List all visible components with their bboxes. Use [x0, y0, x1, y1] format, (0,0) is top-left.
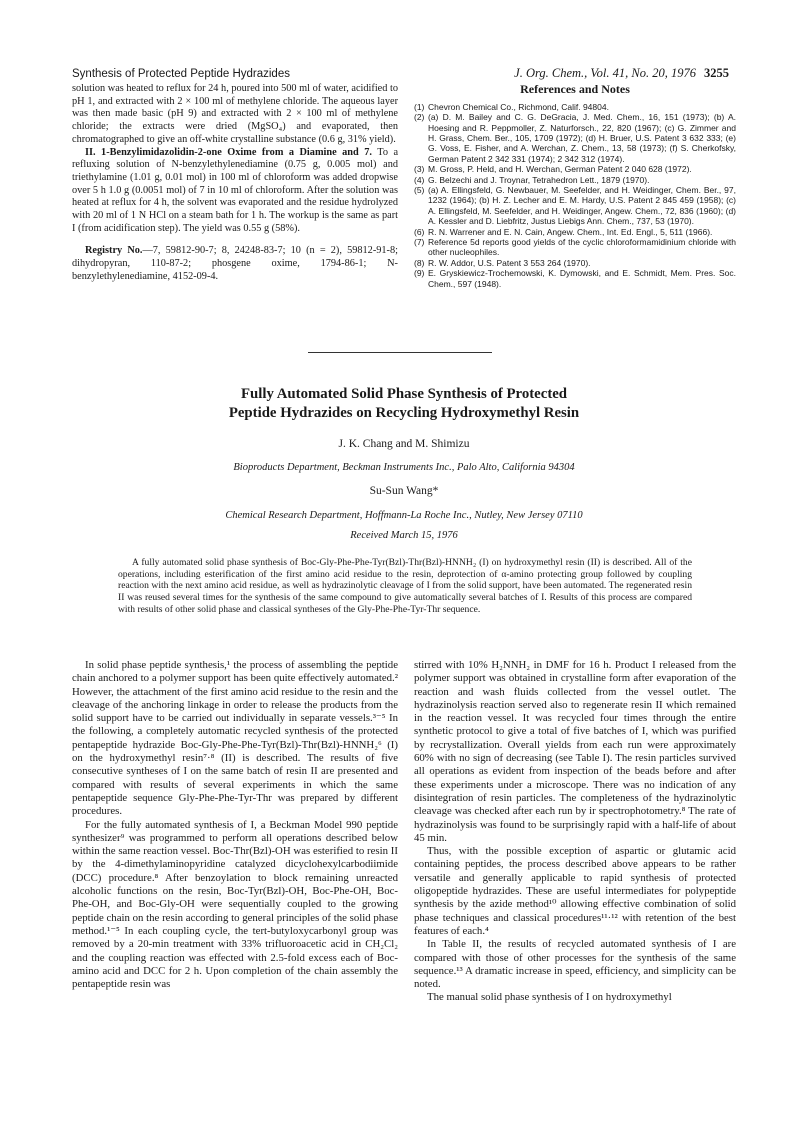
corresponding-author: Su-Sun Wang* — [369, 485, 439, 497]
reference-number: (1) — [414, 101, 425, 112]
experimental-paragraph: solution was heated to reflux for 24 h, poured into 500 ml of water, acidified to pH 1, and extracted with 2 × 100 ml of methylene chloride. The aqueous layer was then made basic (pH 9) and extracted with 2 × 100 ml of methylene chloride; the extracts were dried (MgSO₄) and evaporated, then chromatographed to give an off-white crystalline substance (0.6 g, 31% yield). — [72, 83, 398, 145]
reference-item — [414, 268, 736, 289]
reference-text: E. Gryskiewicz-Trochemowski, K. Dymowski, and E. Schmidt, Mem. Pres. Soc. Chem., 597 (1948). — [428, 268, 736, 289]
body-paragraph: In solid phase peptide synthesis,¹ the process of assembling the peptide chain anchored to a polymer support has been quite effectively automated.² However, the attachment of the first amino acid residue to the resin and the cleavage of the anchoring linkage in order to release the products from the solid support have to be carried out individually in separate vessels.³⁻⁵ In the following, a completely automatic recycled synthesis of the protected pentapeptide hydrazide Boc-Gly-Phe-Phe-Tyr(Bzl)-Thr(Bzl)-HNNH₂⁶ (I) on the hydroxymethyl resin⁷·⁸ (II) is described. The results of five consecutive syntheses of I on the same batch of resin II are presented and compared with results of several experiments in which the same pentapeptide sequence Gly-Phe-Phe-Tyr-Thr was prepared by different procedures. — [72, 659, 398, 818]
registry-text: —7, 59812-90-7; 8, 24248-83-7; 10 (n = 2), 59812-91-8; dihydropyran, 110-87-2; phosgene oxime, 1794-86-1; N-benzylethylenediamine, 4152-09-4. — [72, 245, 398, 282]
title-line: Fully Automated Solid Phase Synthesis of Protected — [240, 386, 568, 402]
reference-number: (3) — [414, 164, 425, 175]
reference-item — [414, 185, 736, 227]
body-paragraph: The manual solid phase synthesis of I on hydroxymethyl — [427, 991, 672, 1004]
body-paragraph: In Table II, the results of recycled automated synthesis of I are compared with those of other processes for the synthesis of the same sequence.¹³ A dramatic increase in speed, efficiency, and simplicity can be noted. — [414, 938, 736, 991]
body-left-column — [72, 659, 398, 991]
registry-label: Registry No. — [85, 245, 143, 257]
reference-text: Reference 5d reports good yields of the cyclic chloroformamidinium chloride with other nucleophiles. — [428, 236, 736, 258]
reference-item — [414, 102, 736, 112]
reference-item — [414, 227, 736, 237]
body-paragraph: stirred with 10% H₂NNH₂ in DMF for 16 h. Product I released from the polymer support was obtained in crystalline form after evaporation of the reaction and wash fluids collected from the vessel outlet. The hydrazinolysis reaction served also to regenerate resin II which remained in the reaction vessel. It was recycled four times through the entire synthetic protocol to give a total of five batches of I, which was purified by recrystallization. Overall yields from each run were approximately 60% with no sign of decreasing (see Table I). The resin particles survived all operations as evident from inspection of the beads before and after these experiments under a microscope. There was no indication of any disintegration of resin particles. The completeness of the hydrazinolytic cleavage was checked after each run by ir spectrophotometry.⁸ The rate of hydrazinolysis was found to be surprisingly rapid with a half-life of about 45 min. — [414, 659, 736, 844]
reference-text: (a) A. Ellingsfeld, G. Newbauer, M. Seefelder, and H. Weidinger, Chem. Ber., 97, 1232 (1964); (b) H. Z. Lecher and E. M. Hardy, U.S. Patent 2 845 459 (1958); (c) A. Ellingsfeld, M. Seefelder, and H. Weidinger, Angew. Chem., 72, 836 (1960); (d) A. Kessler and D. Liebfritz, Justus Liebigs Ann. Chem., 737, 53 (1970). — [428, 184, 736, 227]
body-right-column — [414, 659, 736, 1005]
reference-number: (8) — [414, 257, 425, 268]
running-title: Synthesis of Protected Peptide Hydrazides — [72, 68, 290, 80]
experimental-paragraph: To a refluxing solution of N-benzylethylenediamine (0.75 g, 0.005 mol) and triethylamine (1.01 g, 0.01 mol) in 100 ml of chloroform was added dropwise over 5 h 1.0 g (0.0051 mol) of 7 in 10 ml of chloroform. After the solution was heated at reflux for 4 h, the solvent was evaporated and the residue hydrolyzed with 20 ml of 1 N HCl on a steam bath for 1 h. The workup is the same as part I (from acidification step). The yield was 0.55 g (58%). — [72, 146, 399, 234]
registry-numbers — [72, 245, 398, 283]
references-list — [414, 102, 736, 289]
authors: J. K. Chang and M. Shimizu — [338, 438, 470, 450]
body-paragraph: Thus, with the possible exception of aspartic or glutamic acid containing peptides, the process described above appears to be rather versatile and generally applicable to rapid synthesis of protected oligopeptide hydrazides. These are useful intermediates for polypeptide synthesis by the azide method¹⁰ allowing effective combination of solid phase techniques and classical procedures¹¹·¹² with retention of the best features of each.⁴ — [414, 845, 736, 937]
reference-text: R. N. Warrener and E. N. Cain, Angew. Chem., Int. Ed. Engl., 5, 511 (1966). — [428, 226, 713, 237]
affiliation: Bioproducts Department, Beckman Instruments Inc., Palo Alto, California 94304 — [233, 462, 575, 473]
reference-number: (7) — [414, 236, 425, 247]
section-heading: II. 1-Benzylimidazolidin-2-one Oxime from a Diamine and 7. — [85, 146, 372, 158]
reference-number: (6) — [414, 226, 425, 237]
reference-item — [414, 164, 736, 174]
reference-item — [414, 112, 736, 164]
references-title: References and Notes — [520, 82, 630, 96]
received-date: Received March 15, 1976 — [350, 530, 458, 541]
reference-text: G. Belzechi and J. Troynar, Tetrahedron Lett., 1879 (1970). — [428, 174, 650, 185]
experimental-section — [72, 147, 398, 236]
body-paragraph: For the fully automated synthesis of I, a Beckman Model 990 peptide synthesizer⁹ was programmed to perform all operations described below within the same reaction vessel. Boc-Thr(Bzl)-OH was esterified to resin II by the 4-dimethylaminopyridine catalyzed dicyclohexylcarbodiimide (DCC) procedure.⁸ After benzoylation to block remaining unreacted alcoholic functions on the resin, Boc-Tyr(Bzl)-OH, Boc-Phe-OH, Boc-Phe-OH, and Boc-Gly-OH were sequentially coupled to the growing peptide chain on the resin according to general principles of the solid phase method.¹⁻⁵ In each coupling cycle, the tert-butyloxycarbonyl group was removed by a 20-min treatment with 33% trifluoroacetic acid in CH₂Cl₂ and the coupling reaction was effected with 2.5-fold excess each of Boc-amino acid and DCC for 2 h. Upon completion of the chain assembly the pentapeptide resin was — [72, 818, 398, 991]
journal-citation — [514, 66, 729, 81]
reference-text: Chevron Chemical Co., Richmond, Calif. 94804. — [428, 101, 609, 112]
reference-number: (5) — [414, 184, 425, 195]
reference-number: (2) — [414, 112, 425, 123]
title-line: Peptide Hydrazides on Recycling Hydroxymethyl Resin — [228, 405, 580, 421]
reference-text: M. Gross, P. Held, and H. Werchan, German Patent 2 040 628 (1972). — [428, 164, 692, 175]
journal-name: J. Org. Chem., Vol. 41, No. 20, 1976 — [514, 66, 696, 80]
article-divider — [308, 352, 492, 353]
reference-text: (a) D. M. Bailey and C. G. DeGracia, J. Med. Chem., 16, 151 (1973); (b) A. Hoesing and R. Peppmoller, Z. Naturforsch., 22, 820 (1967); (c) G. Zimmer and H. Grass, Chem. Ber., 105, 1709 (1972); (d) H. Bruer, U.S. Patent 3 632 333; (e) G. Voss, E. Fisher, and A. Werchan, Z. Chem., 13, 58 (1973); (f) S. Cherkofsky, German Patent 2 342 331 (1974); 2 342 312 (1974). — [428, 112, 736, 164]
reference-item — [414, 237, 736, 258]
previous-article-experimental — [72, 83, 398, 284]
reference-text: R. W. Addor, U.S. Patent 3 553 264 (1970). — [428, 257, 591, 268]
reference-item — [414, 258, 736, 268]
reference-item — [414, 175, 736, 185]
references-section — [414, 83, 736, 289]
affiliation: Chemical Research Department, Hoffmann-La Roche Inc., Nutley, New Jersey 07110 — [225, 510, 583, 521]
reference-number: (9) — [414, 268, 425, 279]
reference-number: (4) — [414, 174, 425, 185]
article-title — [72, 385, 736, 423]
page-number: 3255 — [704, 66, 729, 80]
abstract: A fully automated solid phase synthesis of Boc-Gly-Phe-Phe-Tyr(Bzl)-Thr(Bzl)-HNNH₂ (I) on hydroxymethyl resin (II) is described. All of the operations, including esterification of the first amino acid residue to the resin, deprotection of α-amino protecting group followed by coupling reaction with the next amino acid residue, as well as hydrazinolytic cleavage of I from the solid support, have been automated. The regenerated resin II was reused several times for the synthesis of the same compound to give automatically several batches of I. Results of this process are compared with results of other solid phase and classical syntheses of the Gly-Phe-Phe-Tyr-Thr sequence. — [118, 557, 692, 615]
